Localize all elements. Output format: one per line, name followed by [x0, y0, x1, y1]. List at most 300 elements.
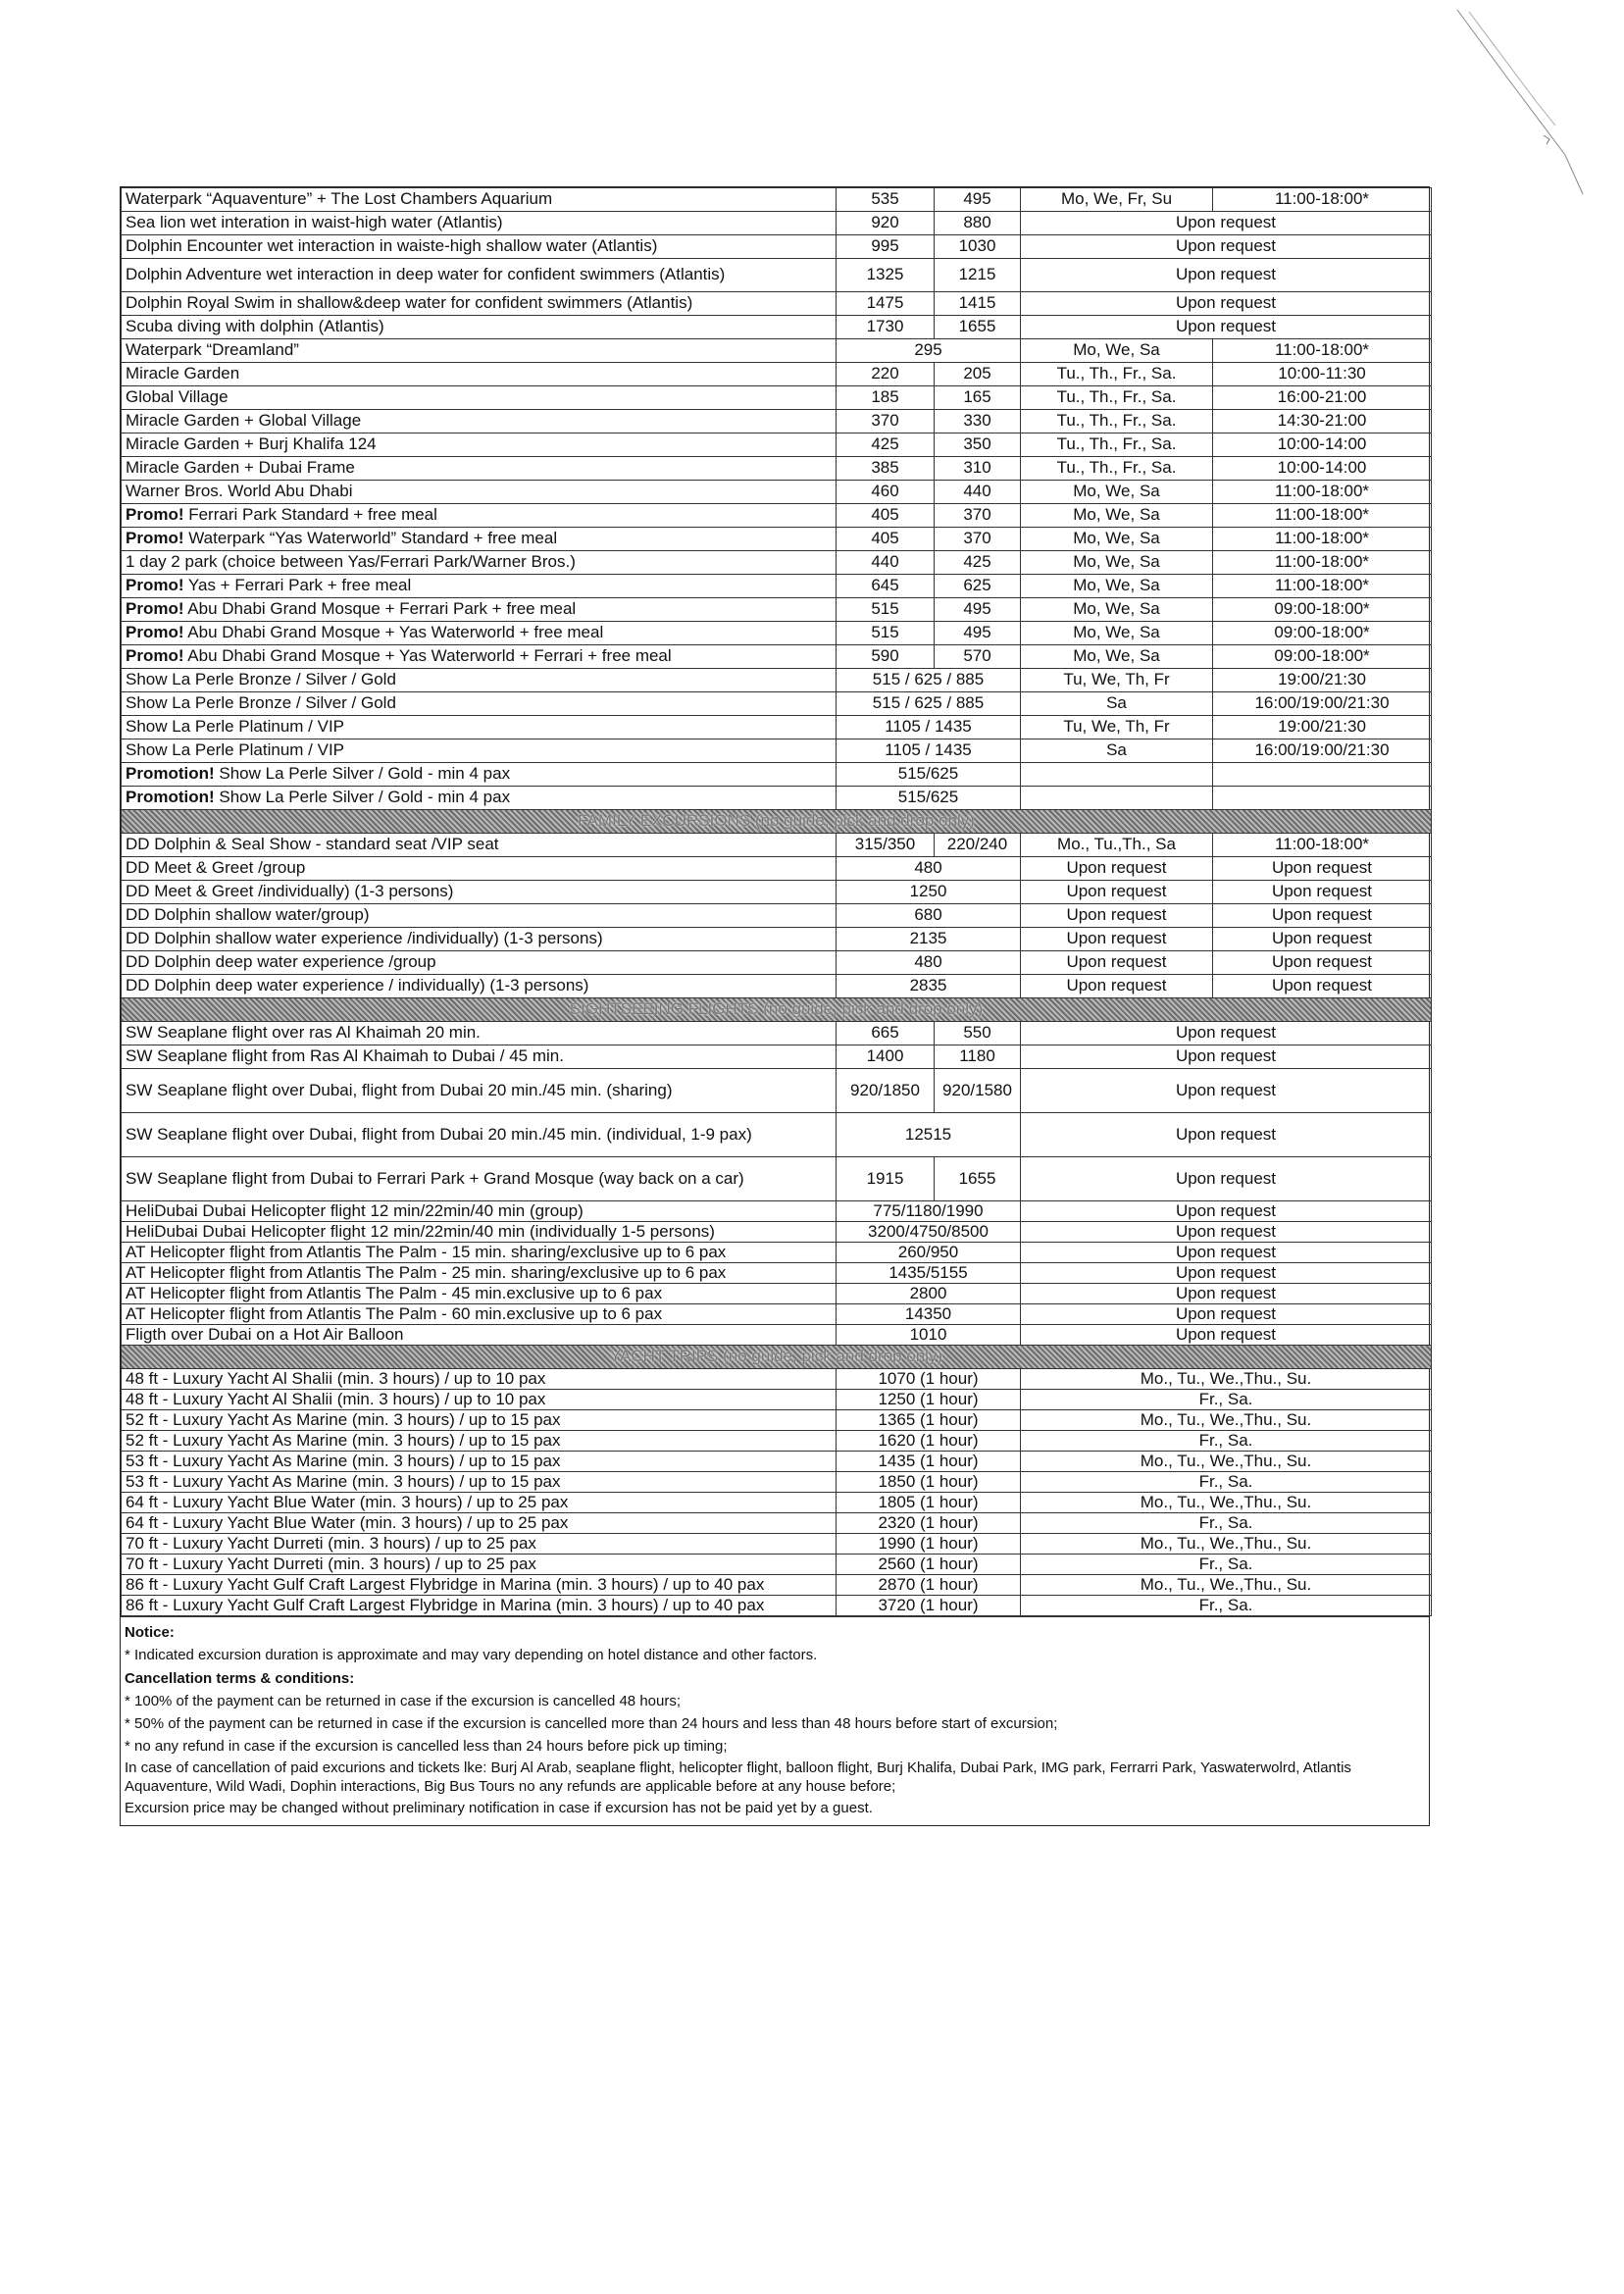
item-label: DD Meet & Greet /individually) (1-3 persons) [126, 882, 454, 901]
page-corner-fold-mark [1447, 8, 1585, 204]
price-cell: 480 [837, 857, 1021, 881]
item-label: AT Helicopter flight from Atlantis The Palm - 45 min.exclusive up to 6 pax [126, 1283, 663, 1302]
time-cell: 10:00-14:00 [1213, 457, 1432, 481]
price-adult: 425 [837, 433, 935, 457]
item-name [122, 1493, 837, 1513]
availability: Upon request [1021, 1201, 1432, 1222]
availability: Upon request [1021, 1045, 1432, 1069]
price-adult: 1475 [837, 292, 935, 316]
notes-section [121, 1616, 1429, 1825]
availability: Upon request [1021, 1113, 1432, 1157]
item-name [122, 1284, 837, 1304]
item-label: SW Seaplane flight from Dubai to Ferrari Park + Grand Mosque (way back on a car) [126, 1168, 744, 1188]
price-child: 495 [935, 188, 1021, 212]
promo-label: Promo! [126, 529, 184, 548]
item-label: Waterpark “Aquaventure” + The Lost Chambers Aquarium [126, 189, 553, 209]
time-cell: 16:00-21:00 [1213, 386, 1432, 410]
days-cell: Sa [1021, 739, 1213, 763]
price-adult: 1730 [837, 316, 935, 339]
price-child: 570 [935, 645, 1021, 669]
price-adult: 1325 [837, 259, 935, 292]
table-row [122, 1493, 1432, 1513]
time-cell: 11:00-18:00* [1213, 188, 1432, 212]
table-row [122, 1575, 1432, 1596]
table-row [122, 1022, 1432, 1045]
item-label: Show La Perle Platinum / VIP [126, 740, 345, 760]
item-label: 70 ft - Luxury Yacht Durreti (min. 3 hours) / up to 25 pax [126, 1533, 536, 1553]
item-label: 86 ft - Luxury Yacht Gulf Craft Largest Flybridge in Marina (min. 3 hours) / up to 40 pax [126, 1574, 765, 1594]
days-cell: Fr., Sa. [1021, 1390, 1432, 1410]
price-table [121, 187, 1432, 1616]
item-label: Warner Bros. World Abu Dhabi [126, 482, 353, 501]
promo-label: Promo! [126, 646, 184, 666]
item-label: 52 ft - Luxury Yacht As Marine (min. 3 hours) / up to 15 pax [126, 1409, 561, 1429]
time-cell: 11:00-18:00* [1213, 834, 1432, 857]
time-cell: Upon request [1213, 904, 1432, 928]
item-name [122, 481, 837, 504]
item-name [122, 1157, 837, 1201]
price-adult: 1915 [837, 1157, 935, 1201]
item-name [122, 1369, 837, 1390]
days-cell: Upon request [1021, 904, 1213, 928]
price-cell: 295 [837, 339, 1021, 363]
cancellation-title: Cancellation terms & conditions: [125, 1669, 355, 1687]
days-cell: Fr., Sa. [1021, 1555, 1432, 1575]
time-cell: 19:00/21:30 [1213, 669, 1432, 692]
time-cell: 10:00-14:00 [1213, 433, 1432, 457]
price-child: 1215 [935, 259, 1021, 292]
table-row [122, 457, 1432, 481]
time-cell: 16:00/19:00/21:30 [1213, 739, 1432, 763]
availability: Upon request [1021, 235, 1432, 259]
item-name [122, 975, 837, 998]
price-cell: 1105 / 1435 [837, 716, 1021, 739]
days-cell: Mo., Tu., We.,Thu., Su. [1021, 1534, 1432, 1555]
item-name [122, 1410, 837, 1431]
price-adult: 405 [837, 528, 935, 551]
item-label: Abu Dhabi Grand Mosque + Ferrari Park + free meal [183, 599, 577, 619]
price-cell: 515/625 [837, 763, 1021, 787]
section-title: YACHT TRIPS (no guide, pick and drop only) [122, 1346, 1432, 1369]
price-cell: 1990 (1 hour) [837, 1534, 1021, 1555]
price-cell: 2800 [837, 1284, 1021, 1304]
time-cell: 11:00-18:00* [1213, 504, 1432, 528]
price-cell: 515/625 [837, 787, 1021, 810]
item-label: Dolphin Royal Swim in shallow&deep water for confident swimmers (Atlantis) [126, 293, 693, 313]
table-row [122, 622, 1432, 645]
item-label: 53 ft - Luxury Yacht As Marine (min. 3 hours) / up to 15 pax [126, 1471, 561, 1491]
item-name [122, 716, 837, 739]
availability: Upon request [1021, 292, 1432, 316]
price-child: 440 [935, 481, 1021, 504]
price-child: 1415 [935, 292, 1021, 316]
days-cell: Upon request [1021, 951, 1213, 975]
time-cell: Upon request [1213, 881, 1432, 904]
section-header-yachts [122, 1346, 1432, 1369]
availability: Upon request [1021, 1284, 1432, 1304]
table-row [122, 504, 1432, 528]
days-cell: Mo., Tu., We.,Thu., Su. [1021, 1369, 1432, 1390]
availability: Upon request [1021, 212, 1432, 235]
days-cell: Sa [1021, 692, 1213, 716]
table-row [122, 857, 1432, 881]
item-label: Show La Perle Silver / Gold - min 4 pax [214, 764, 511, 784]
item-label: Miracle Garden [126, 364, 240, 383]
table-row [122, 1304, 1432, 1325]
time-cell: 11:00-18:00* [1213, 339, 1432, 363]
table-row [122, 763, 1432, 787]
item-label: DD Dolphin deep water experience /group [126, 952, 436, 972]
table-row [122, 481, 1432, 504]
price-cell: 1250 (1 hour) [837, 1390, 1021, 1410]
cancellation-line: * 100% of the payment can be returned in case if the excursion is cancelled 48 hours; [125, 1692, 682, 1709]
item-label: HeliDubai Dubai Helicopter flight 12 min/22min/40 min (group) [126, 1200, 584, 1220]
item-name [122, 1045, 837, 1069]
item-name [122, 622, 837, 645]
price-cell: 515 / 625 / 885 [837, 692, 1021, 716]
time-cell: Upon request [1213, 951, 1432, 975]
item-name [122, 1201, 837, 1222]
table-row [122, 410, 1432, 433]
item-label: SW Seaplane flight over ras Al Khaimah 20 min. [126, 1023, 481, 1043]
price-child: 880 [935, 212, 1021, 235]
price-child: 425 [935, 551, 1021, 575]
time-cell: 11:00-18:00* [1213, 575, 1432, 598]
days-cell: Mo., Tu., We.,Thu., Su. [1021, 1575, 1432, 1596]
item-name [122, 316, 837, 339]
price-cell: 2320 (1 hour) [837, 1513, 1021, 1534]
item-label: Waterpark “Dreamland” [126, 340, 299, 360]
price-cell: 1250 [837, 881, 1021, 904]
price-child: 370 [935, 528, 1021, 551]
table-row [122, 739, 1432, 763]
item-label: 48 ft - Luxury Yacht Al Shalii (min. 3 hours) / up to 10 pax [126, 1389, 546, 1408]
item-label: Show La Perle Platinum / VIP [126, 717, 345, 737]
item-name [122, 1390, 837, 1410]
table-row [122, 188, 1432, 212]
price-cell: 2835 [837, 975, 1021, 998]
item-label: DD Dolphin deep water experience / individually) (1-3 persons) [126, 976, 589, 995]
item-name [122, 1452, 837, 1472]
item-name [122, 504, 837, 528]
price-adult: 440 [837, 551, 935, 575]
item-label: Ferrari Park Standard + free meal [183, 505, 437, 525]
price-cell: 2560 (1 hour) [837, 1555, 1021, 1575]
price-cell: 1805 (1 hour) [837, 1493, 1021, 1513]
table-row [122, 1369, 1432, 1390]
table-row [122, 316, 1432, 339]
time-cell [1213, 787, 1432, 810]
item-label: 52 ft - Luxury Yacht As Marine (min. 3 hours) / up to 15 pax [126, 1430, 561, 1450]
days-cell: Mo., Tu.,Th., Sa [1021, 834, 1213, 857]
table-row [122, 1113, 1432, 1157]
time-cell: 11:00-18:00* [1213, 481, 1432, 504]
price-cell: 12515 [837, 1113, 1021, 1157]
item-name [122, 1304, 837, 1325]
item-label: 1 day 2 park (choice between Yas/Ferrari Park/Warner Bros.) [126, 552, 576, 572]
cancellation-line: * no any refund in case if the excursion is cancelled less than 24 hours before pick up timing; [125, 1738, 728, 1756]
table-row [122, 1284, 1432, 1304]
item-label: 86 ft - Luxury Yacht Gulf Craft Largest Flybridge in Marina (min. 3 hours) / up to 40 pax [126, 1595, 765, 1614]
item-label: Fligth over Dubai on a Hot Air Balloon [126, 1324, 404, 1344]
days-cell: Tu., Th., Fr., Sa. [1021, 457, 1213, 481]
days-cell: Fr., Sa. [1021, 1513, 1432, 1534]
item-name [122, 881, 837, 904]
time-cell [1213, 763, 1432, 787]
item-label: SW Seaplane flight from Ras Al Khaimah to Dubai / 45 min. [126, 1046, 564, 1066]
table-row [122, 881, 1432, 904]
price-adult: 665 [837, 1022, 935, 1045]
table-row [122, 433, 1432, 457]
item-label: DD Dolphin shallow water experience /individually) (1-3 persons) [126, 929, 603, 948]
section-header-flights [122, 998, 1432, 1022]
time-cell: 11:00-18:00* [1213, 551, 1432, 575]
table-row [122, 598, 1432, 622]
item-name [122, 1431, 837, 1452]
item-label: 70 ft - Luxury Yacht Durreti (min. 3 hours) / up to 25 pax [126, 1554, 536, 1573]
item-label: Scuba diving with dolphin (Atlantis) [126, 317, 384, 336]
days-cell: Mo, We, Sa [1021, 645, 1213, 669]
availability: Upon request [1021, 1222, 1432, 1243]
item-name [122, 787, 837, 810]
availability: Upon request [1021, 1022, 1432, 1045]
price-child: 1655 [935, 1157, 1021, 1201]
item-name [122, 1222, 837, 1243]
table-row [122, 212, 1432, 235]
time-cell: 10:00-11:30 [1213, 363, 1432, 386]
item-name [122, 598, 837, 622]
price-adult: 220 [837, 363, 935, 386]
price-adult: 460 [837, 481, 935, 504]
price-cell: 1070 (1 hour) [837, 1369, 1021, 1390]
section-header-family [122, 810, 1432, 834]
item-label: Miracle Garden + Dubai Frame [126, 458, 355, 478]
price-adult: 645 [837, 575, 935, 598]
price-cell: 3720 (1 hour) [837, 1596, 1021, 1616]
table-row [122, 1472, 1432, 1493]
price-adult: 385 [837, 457, 935, 481]
price-adult: 370 [837, 410, 935, 433]
time-cell: 19:00/21:30 [1213, 716, 1432, 739]
item-name [122, 433, 837, 457]
item-name [122, 363, 837, 386]
price-adult: 920 [837, 212, 935, 235]
item-label: 53 ft - Luxury Yacht As Marine (min. 3 hours) / up to 15 pax [126, 1451, 561, 1470]
price-cell: 480 [837, 951, 1021, 975]
item-label: SW Seaplane flight over Dubai, flight from Dubai 20 min./45 min. (sharing) [126, 1080, 673, 1099]
table-row [122, 1534, 1432, 1555]
time-cell: Upon request [1213, 928, 1432, 951]
days-cell: Mo, We, Sa [1021, 481, 1213, 504]
item-label: 48 ft - Luxury Yacht Al Shalii (min. 3 hours) / up to 10 pax [126, 1368, 546, 1388]
table-row [122, 551, 1432, 575]
cancellation-line: In case of cancellation of paid excurions and tickets lke: Burj Al Arab, seaplane flight, helicopter flight, balloon flight, Burj Khalifa, Dubai Park, IMG park, Ferrarri Park, Yaswaterwolrd, Atlantis Aquaventure, Wild Wadi, Dophin interactions, Big Bus Tours no any refunds are applicable before at any house before; [125, 1759, 1351, 1795]
time-cell: 09:00-18:00* [1213, 645, 1432, 669]
item-name [122, 575, 837, 598]
days-cell: Tu., Th., Fr., Sa. [1021, 410, 1213, 433]
item-label: DD Meet & Greet /group [126, 858, 306, 878]
time-cell: 16:00/19:00/21:30 [1213, 692, 1432, 716]
price-cell: 14350 [837, 1304, 1021, 1325]
table-row [122, 692, 1432, 716]
table-row [122, 1243, 1432, 1263]
item-label: AT Helicopter flight from Atlantis The Palm - 15 min. sharing/exclusive up to 6 pax [126, 1242, 727, 1261]
price-cell: 260/950 [837, 1243, 1021, 1263]
table-row [122, 1069, 1432, 1113]
item-label: Miracle Garden + Global Village [126, 411, 362, 431]
price-cell: 1010 [837, 1325, 1021, 1346]
days-cell: Mo, We, Sa [1021, 528, 1213, 551]
item-name [122, 457, 837, 481]
item-name [122, 1243, 837, 1263]
item-name [122, 259, 837, 292]
item-label: Waterpark “Yas Waterworld” Standard + free meal [183, 529, 558, 548]
item-label: AT Helicopter flight from Atlantis The Palm - 25 min. sharing/exclusive up to 6 pax [126, 1262, 727, 1282]
item-name [122, 235, 837, 259]
availability: Upon request [1021, 1304, 1432, 1325]
days-cell: Mo., Tu., We.,Thu., Su. [1021, 1493, 1432, 1513]
days-cell [1021, 763, 1213, 787]
availability: Upon request [1021, 316, 1432, 339]
availability: Upon request [1021, 1243, 1432, 1263]
table-row [122, 339, 1432, 363]
table-row [122, 1513, 1432, 1534]
table-row [122, 1555, 1432, 1575]
days-cell: Upon request [1021, 975, 1213, 998]
time-cell: 11:00-18:00* [1213, 528, 1432, 551]
item-name [122, 188, 837, 212]
price-adult: 1400 [837, 1045, 935, 1069]
table-row [122, 528, 1432, 551]
price-cell: 2870 (1 hour) [837, 1575, 1021, 1596]
price-cell: 3200/4750/8500 [837, 1222, 1021, 1243]
table-row [122, 928, 1432, 951]
item-name [122, 763, 837, 787]
days-cell: Mo, We, Sa [1021, 575, 1213, 598]
table-row [122, 1410, 1432, 1431]
table-row [122, 1596, 1432, 1616]
promo-label: Promotion! [126, 788, 215, 807]
days-cell: Upon request [1021, 857, 1213, 881]
days-cell: Mo, We, Sa [1021, 504, 1213, 528]
item-name [122, 1555, 837, 1575]
availability: Upon request [1021, 259, 1432, 292]
days-cell: Mo., Tu., We.,Thu., Su. [1021, 1452, 1432, 1472]
item-name [122, 1534, 837, 1555]
table-row [122, 1390, 1432, 1410]
table-row [122, 645, 1432, 669]
price-child: 1655 [935, 316, 1021, 339]
days-cell: Mo, We, Sa [1021, 339, 1213, 363]
table-row [122, 1431, 1432, 1452]
cancellation-line: Excursion price may be changed without preliminary notification in case if excursion has not be paid yet by a guest. [125, 1799, 873, 1816]
price-cell: 680 [837, 904, 1021, 928]
promo-label: Promo! [126, 505, 184, 525]
table-row [122, 1452, 1432, 1472]
price-child: 350 [935, 433, 1021, 457]
item-name [122, 645, 837, 669]
item-name [122, 739, 837, 763]
item-label: Abu Dhabi Grand Mosque + Yas Waterworld + Ferrari + free meal [183, 646, 672, 666]
item-name [122, 339, 837, 363]
days-cell [1021, 787, 1213, 810]
days-cell: Tu, We, Th, Fr [1021, 716, 1213, 739]
table-row [122, 235, 1432, 259]
price-adult: 590 [837, 645, 935, 669]
item-label: DD Dolphin & Seal Show - standard seat /VIP seat [126, 835, 499, 854]
table-row [122, 575, 1432, 598]
item-label: Abu Dhabi Grand Mosque + Yas Waterworld + free meal [183, 623, 604, 642]
notice-title: Notice: [125, 1624, 175, 1641]
item-name [122, 1513, 837, 1534]
days-cell: Fr., Sa. [1021, 1596, 1432, 1616]
item-name [122, 692, 837, 716]
item-name [122, 551, 837, 575]
table-row [122, 386, 1432, 410]
days-cell: Tu, We, Th, Fr [1021, 669, 1213, 692]
price-child: 310 [935, 457, 1021, 481]
table-row [122, 1222, 1432, 1243]
price-child: 330 [935, 410, 1021, 433]
table-row [122, 259, 1432, 292]
item-label: Yas + Ferrari Park + free meal [183, 576, 412, 595]
price-cell: 775/1180/1990 [837, 1201, 1021, 1222]
table-row [122, 292, 1432, 316]
days-cell: Mo, We, Sa [1021, 598, 1213, 622]
days-cell: Tu., Th., Fr., Sa. [1021, 433, 1213, 457]
days-cell: Upon request [1021, 881, 1213, 904]
item-name [122, 857, 837, 881]
availability: Upon request [1021, 1069, 1432, 1113]
item-label: Dolphin Adventure wet interaction in deep water for confident swimmers (Atlantis) [126, 265, 726, 284]
notice-line: * Indicated excursion duration is approximate and may vary depending on hotel distance and other factors. [125, 1647, 818, 1664]
price-child: 370 [935, 504, 1021, 528]
price-cell: 1365 (1 hour) [837, 1410, 1021, 1431]
item-name [122, 1325, 837, 1346]
table-row [122, 1201, 1432, 1222]
price-adult: 315/350 [837, 834, 935, 857]
section-title: SIGHTSEEING FLIGHTS (no guide, pick and drop only) [122, 998, 1432, 1022]
price-cell: 1620 (1 hour) [837, 1431, 1021, 1452]
table-row [122, 716, 1432, 739]
table-row [122, 787, 1432, 810]
price-adult: 995 [837, 235, 935, 259]
price-child: 920/1580 [935, 1069, 1021, 1113]
item-name [122, 669, 837, 692]
price-cell: 2135 [837, 928, 1021, 951]
table-row [122, 363, 1432, 386]
promo-label: Promo! [126, 576, 184, 595]
price-child: 165 [935, 386, 1021, 410]
availability: Upon request [1021, 1157, 1432, 1201]
item-name [122, 410, 837, 433]
item-name [122, 1263, 837, 1284]
item-name [122, 212, 837, 235]
price-adult: 185 [837, 386, 935, 410]
price-child: 205 [935, 363, 1021, 386]
table-row [122, 1325, 1432, 1346]
table-row [122, 834, 1432, 857]
item-name [122, 951, 837, 975]
price-child: 625 [935, 575, 1021, 598]
table-row [122, 1045, 1432, 1069]
item-name [122, 928, 837, 951]
price-child: 495 [935, 598, 1021, 622]
item-label: Miracle Garden + Burj Khalifa 124 [126, 434, 377, 454]
price-cell: 1105 / 1435 [837, 739, 1021, 763]
table-row [122, 975, 1432, 998]
price-child: 220/240 [935, 834, 1021, 857]
